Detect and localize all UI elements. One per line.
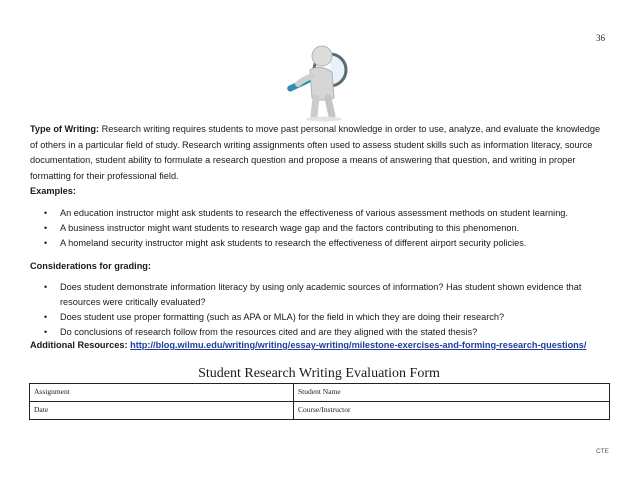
bullet-icon: • (44, 208, 48, 218)
type-of-writing-label: Type of Writing: (30, 124, 100, 134)
magnifying-glass-figure-icon (272, 40, 368, 122)
page-number: 36 (596, 33, 605, 43)
table-row (30, 384, 610, 402)
considerations-list (30, 280, 610, 340)
form-title: Student Research Writing Evaluation Form (198, 366, 440, 381)
date-cell[interactable]: Date (30, 402, 294, 420)
resources-link[interactable]: http://blog.wilmu.edu/writing/writing/essay-writing/milestone-exercises-and-forming-research-questions/ (130, 340, 587, 350)
bullet-icon: • (44, 238, 48, 248)
examples-heading: Examples: (30, 186, 76, 196)
bullet-icon: • (44, 223, 48, 233)
bullet-icon: • (44, 312, 48, 322)
examples-list (30, 206, 610, 251)
page-footer: CTE (596, 448, 609, 455)
table-row (30, 402, 610, 420)
type-of-writing-paragraph (30, 122, 610, 184)
additional-resources (30, 338, 610, 354)
list-item: • Does student use proper formatting (such as APA or MLA) for the field in which they are doing their research? (30, 310, 610, 325)
considerations-heading: Considerations for grading: (30, 261, 151, 271)
additional-resources-label: Additional Resources: (30, 340, 128, 350)
student-name-cell[interactable]: Student Name (294, 384, 610, 402)
list-item: • Do conclusions of research follow from the resources cited and are they aligned with the stated thesis? (30, 325, 610, 340)
evaluation-form-table (29, 383, 610, 420)
bullet-icon: • (44, 327, 48, 337)
type-of-writing-text: Research writing requires students to move past personal knowledge in order to use, analyze, and evaluate the knowledge of others in a particular field of study. Research writing assignments often used to assess student skills such as information literacy, source documentation, student ability to formulate a research question and propose a means of answering that question, and writing in proper formatting for their professional field. (30, 124, 601, 181)
assignment-cell[interactable]: Assignment (30, 384, 294, 402)
bullet-icon: • (44, 282, 48, 292)
list-item: • A business instructor might want students to research wage gap and the factors contributing to this phenomenon. (30, 221, 610, 236)
course-instructor-cell[interactable]: Course/Instructor (294, 402, 610, 420)
list-item: • A homeland security instructor might ask students to research the effectiveness of different airport security policies. (30, 236, 610, 251)
list-item: • Does student demonstrate information literacy by using only academic sources of information? Has student shown evidence that resources were critically evaluated? (44, 282, 582, 307)
list-item: • An education instructor might ask students to research the effectiveness of various assessment methods on student learning. (30, 206, 610, 221)
